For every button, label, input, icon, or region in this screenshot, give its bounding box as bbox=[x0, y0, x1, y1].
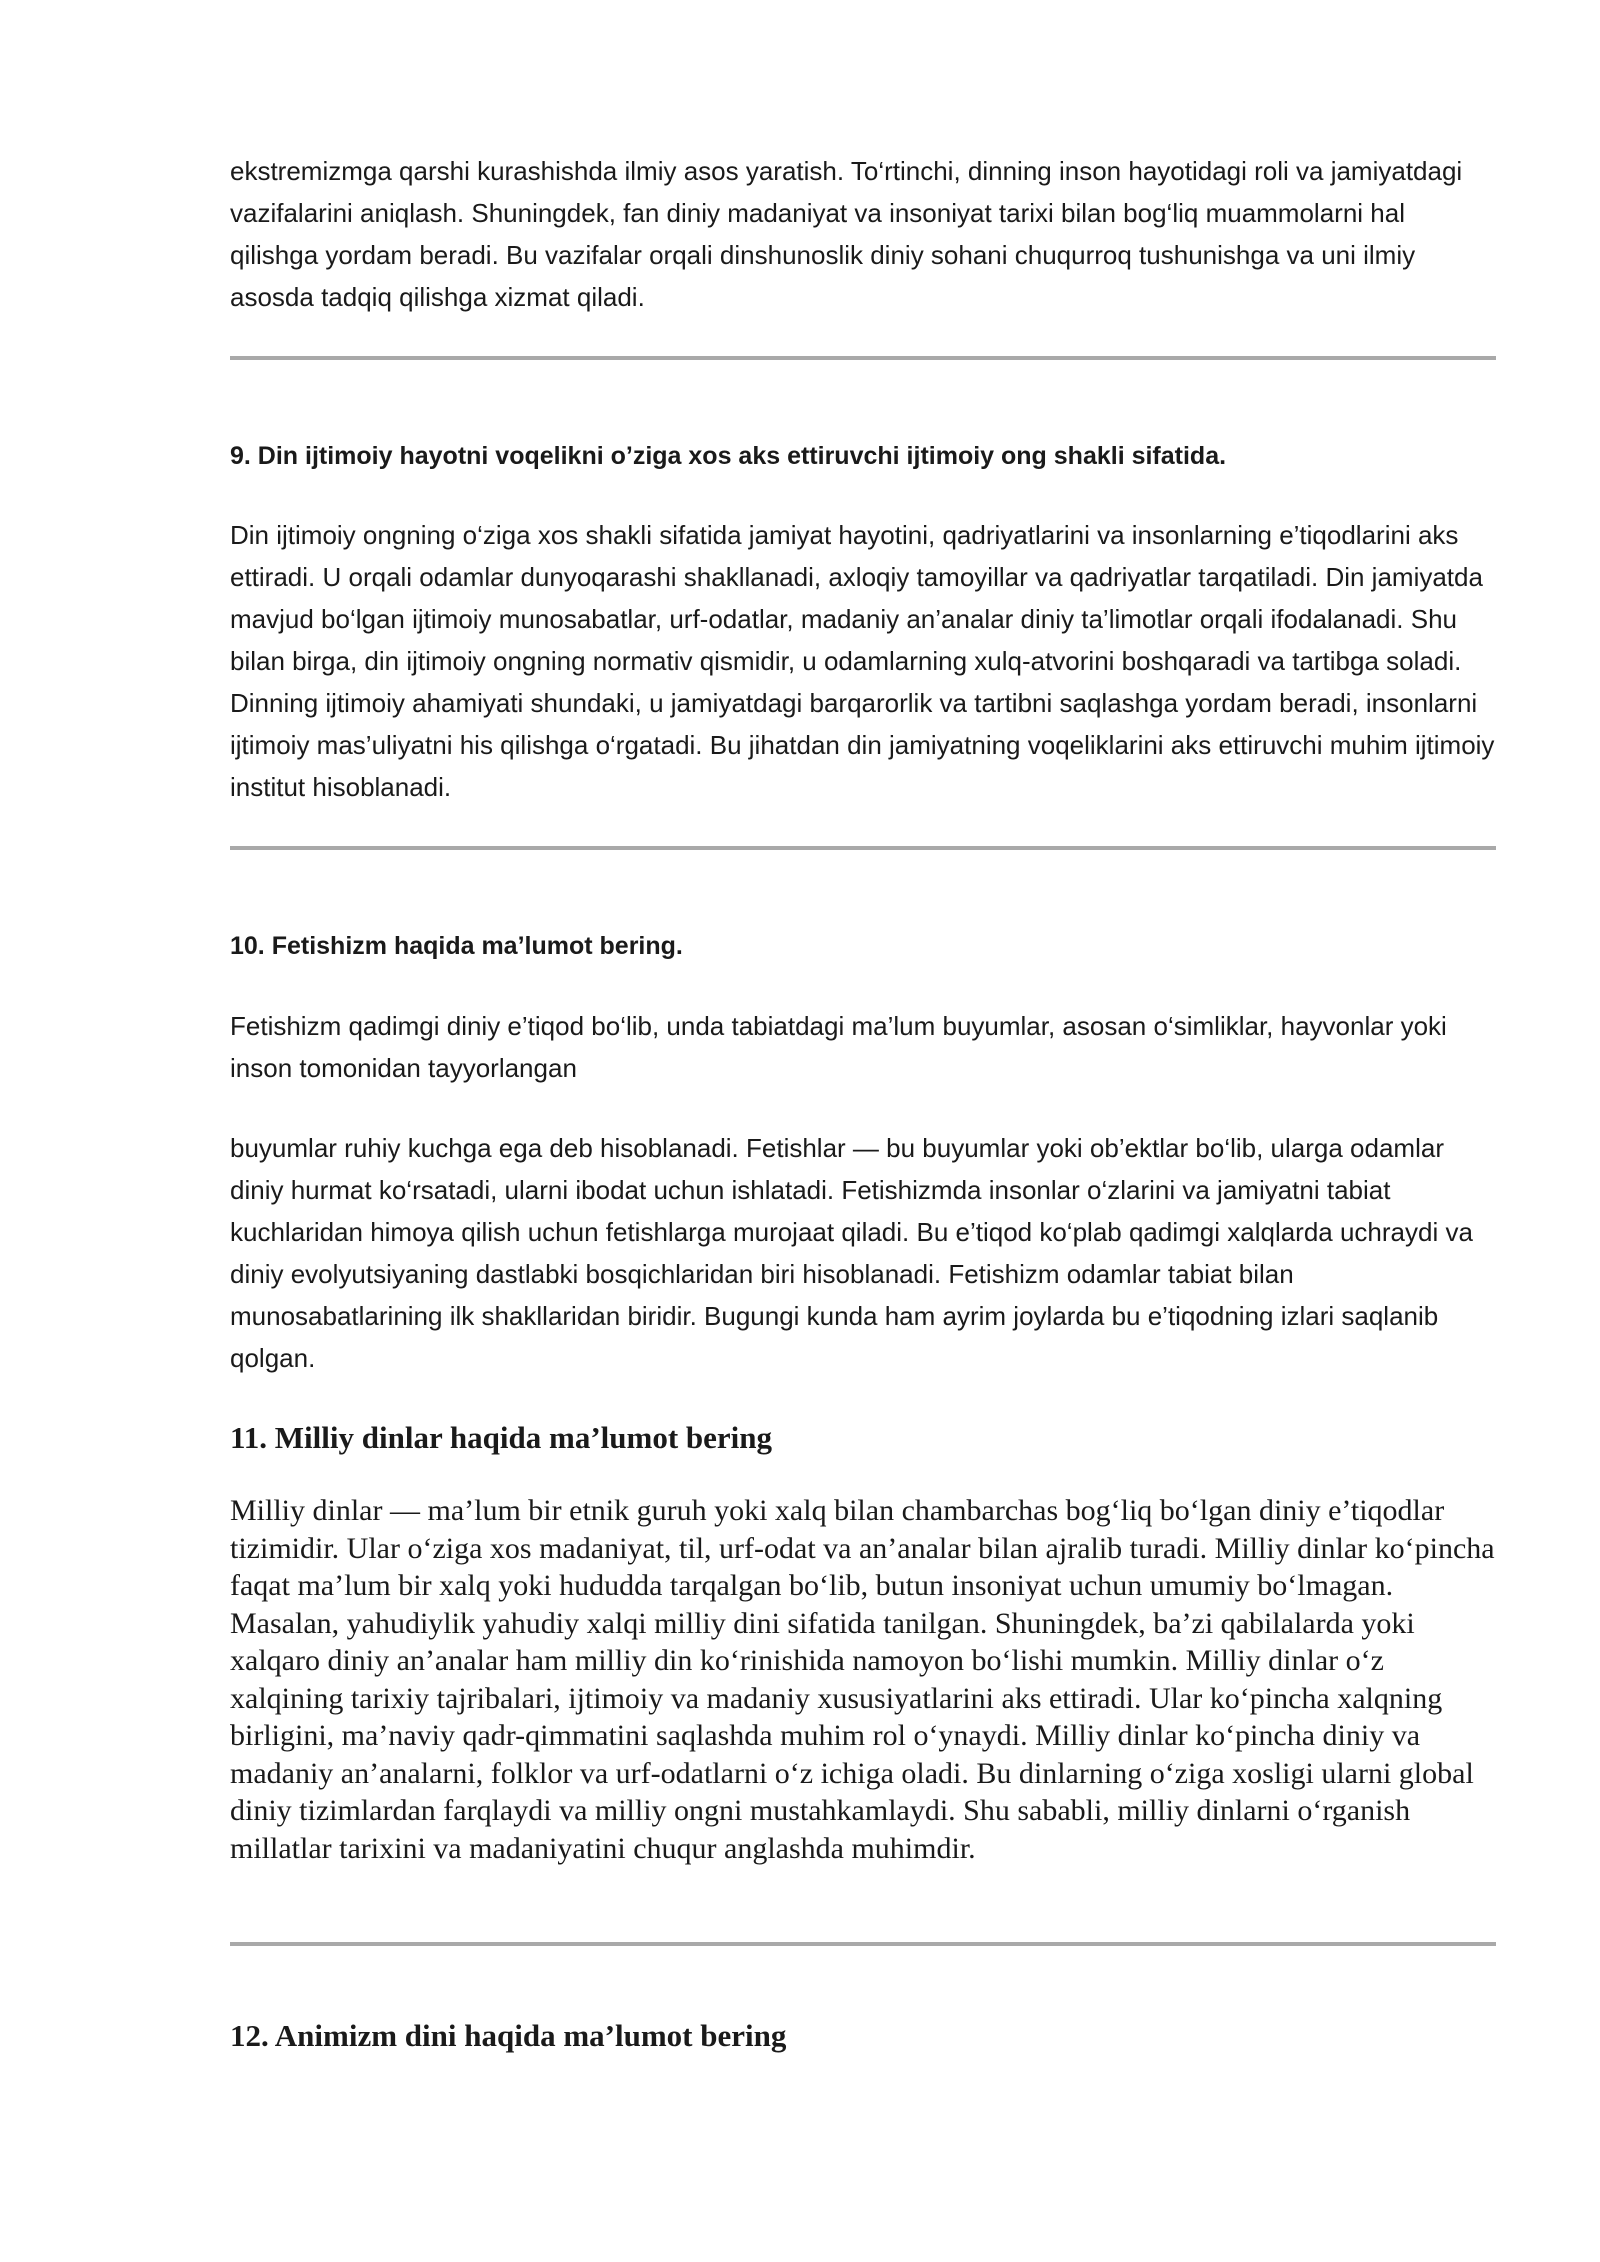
section-11-body: Milliy dinlar — ma’lum bir etnik guruh yoki xalq bilan chambarchas bog‘liq bo‘lgan diniy e’tiqodlar tizimidir. Ular o‘ziga xos madaniyat, til, urf-odat va an’analar bilan ajralib turadi. Milliy dinlar ko‘pincha faqat ma’lum bir xalq yoki hududda tarqalgan bo‘lib, butun insoniyat uchun umumiy bo‘lmagan. Masalan, yahudiylik yahudiy xalqi milliy dini sifatida tanilgan. Shuningdek, ba’zi qabilalarda yoki xalqaro diniy an’analar ham milliy din ko‘rinishida namoyon bo‘lishi mumkin. Milliy dinlar o‘z xalqining tarixiy tajribalari, ijtimoiy va madaniy xususiyatlarini aks ettiradi. Ular ko‘pincha xalqning birligini, ma’naviy qadr-qimmatini saqlashda muhim rol o‘ynaydi. Milliy dinlar ko‘pincha diniy va madaniy an’analarni, folklor va urf-odatlarni o‘z ichiga oladi. Bu dinlarning o‘ziga xosligi ularni global diniy tizimlardan farqlaydi va milliy ongni mustahkamlaydi. Shu sababli, milliy dinlarni o‘rganish millatlar tarixini va madaniyatini chuqur anglashda muhimdir. bbox=[230, 1494, 1495, 1865]
section-12-heading: 12. Animizm dini haqida ma’lumot bering bbox=[230, 2018, 787, 2053]
section-9-body: Din ijtimoiy ongning o‘ziga xos shakli sifatida jamiyat hayotini, qadriyatlarini va insonlarning e’tiqodlarini aks ettiradi. U orqali odamlar dunyoqarashi shakllanadi, axloqiy tamoyillar va qadriyatlar tarqatiladi. Din jamiyatda mavjud bo‘lgan ijtimoiy munosabatlar, urf-odatlar, madaniy an’analar diniy ta’limotlar orqali ifodalanadi. Shu bilan birga, din ijtimoiy ongning normativ qismidir, u odamlarning xulq-atvorini boshqaradi va tartibga soladi. Dinning ijtimoiy ahamiyati shundaki, u jamiyatdagi barqarorlik va tartibni saqlashga yordam beradi, insonlarni ijtimoiy mas’uliyatni his qilishga o‘rgatadi. Bu jihatdan din jamiyatning voqeliklarini aks ettiruvchi muhim ijtimoiy institut hisoblanadi. bbox=[230, 520, 1495, 802]
paragraph-intro: ekstremizmga qarshi kurashishda ilmiy asos yaratish. To‘rtinchi, dinning inson hayotidagi roli va jamiyatdagi vazifalarini aniqlash. Shuningdek, fan diniy madaniyat va insoniyat tarixi bilan bog‘liq muammolarni hal qilishga yordam beradi. Bu vazifalar orqali dinshunoslik diniy sohani chuqurroq tushunishga va uni ilmiy asosda tadqiq qilishga xizmat qiladi. bbox=[230, 156, 1463, 312]
section-10-body-part-1: Fetishizm qadimgi diniy e’tiqod bo‘lib, unda tabiatdagi ma’lum buyumlar, asosan o‘simliklar, hayvonlar yoki inson tomonidan tayyorlangan bbox=[230, 1011, 1447, 1083]
section-11-heading: 11. Milliy dinlar haqida ma’lumot bering bbox=[230, 1420, 773, 1455]
section-10-body-part-2: buyumlar ruhiy kuchga ega deb hisoblanadi. Fetishlar — bu buyumlar yoki ob’ektlar bo‘lib, ularga odamlar diniy hurmat ko‘rsatadi, ularni ibodat uchun ishlatadi. Fetishizmda insonlar o‘zlarini va jamiyatni tabiat kuchlaridan himoya qilish uchun fetishlarga murojaat qiladi. Bu e’tiqod ko‘plab qadimgi xalqlarda uchraydi va diniy evolyutsiyaning dastlabki bosqichlaridan biri hisoblanadi. Fetishizm odamlar tabiat bilan munosabatlarining ilk shakllaridan biridir. Bugungi kunda ham ayrim joylarda bu e’tiqodning izlari saqlanib qolgan. bbox=[230, 1133, 1473, 1373]
section-10-heading: 10. Fetishizm haqida ma’lumot bering. bbox=[230, 932, 683, 960]
divider-2 bbox=[230, 846, 1496, 850]
divider-3 bbox=[230, 1942, 1496, 1946]
divider-1 bbox=[230, 356, 1496, 360]
section-9-heading: 9. Din ijtimoiy hayotni voqelikni o’ziga xos aks ettiruvchi ijtimoiy ong shakli sifatida. bbox=[230, 442, 1227, 470]
